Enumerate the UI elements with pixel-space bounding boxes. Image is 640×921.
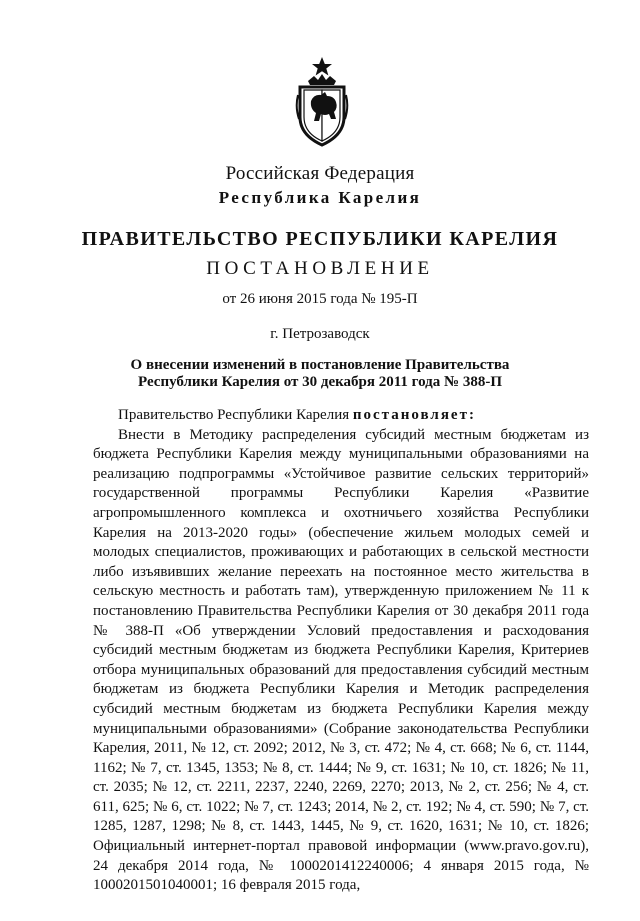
republic-name: Республика Карелия — [218, 188, 422, 207]
decree-intro — [93, 406, 589, 426]
decree-word: постановляет: — [352, 407, 476, 423]
country-name: Российская Федерация — [225, 163, 415, 184]
document-city: г. Петрозаводск — [270, 326, 370, 342]
government-name: ПРАВИТЕЛЬСТВО РЕСПУБЛИКИ КАРЕЛИЯ — [81, 228, 559, 250]
decree-intro-text: Правительство Республики Карелия — [118, 407, 353, 423]
document-title — [0, 357, 640, 391]
document-date-number: от 26 июня 2015 года № 195-П — [222, 291, 418, 307]
document-type: ПОСТАНОВЛЕНИЕ — [206, 258, 434, 279]
karelia-coat-of-arms-icon — [294, 55, 350, 147]
document-title-line-1: О внесении изменений в постановление Правительства — [130, 357, 510, 373]
document-title-line-2: Республики Карелия от 30 декабря 2011 года № 388-П — [137, 374, 503, 390]
document-body — [93, 406, 589, 921]
main-paragraph-container — [93, 426, 589, 921]
main-paragraph: Внести в Методику распределения субсидий местным бюджетам из бюджета Республики Карелия между муниципальными образованиями на реализацию подпрограммы «Устойчивое развитие сельских территорий» государственной программы Республики Карелия «Развитие агропромышленного комплекса и охотничьего хозяйства Республики Карелия на 2013-2020 годы» (обеспечение жильем молодых семей и молодых специалистов, проживающих и работающих в сельской местности либо изъявивших желание переехать на постоянное место жительства в сельскую местность и работать там), утвержденную приложением № 11 к постановлению Правительства Республики Карелия от 30 декабря 2011 года № 388-П «Об утверждении Условий предоставления и расходования субсидий местным бюджетам из бюджета Республики Карелия, Критериев отбора муниципальных образований для предоставления субсидий местным бюджетам из бюджета Республики Карелия и Методик распределения субсидий местным бюджетам из бюджета Республики Карелия между муниципальными образованиями» (Собрание законодательства Республики Карелия, 2011, № 12, ст. 2092; 2012, № 3, ст. 472; № 4, ст. 668; № 6, ст. 1144, 1162; № 7, ст. 1345, 1353; № 8, ст. 1444; № 9, ст. 1631; № 10, ст. 1826; № 11, ст. 2035; № 12, ст. 2211, 2237, 2240, 2269, 2270; 2013, № 2, ст. 256; № 4, ст. 611, 625; № 6, ст. 1022; № 7, ст. 1243; 2014, № 2, ст. 192; № 4, ст. 590; № 7, ст. 1285, 1287, 1298; № 8, ст. 1443, 1445, № 9, ст. 1620, 1631; № 10, ст. 1826; Официальный интернет-портал правовой информации (www.pravo.gov.ru), 24 декабря 2014 года, № 1000201412240006; 4 января 2015 года, № 1000201501040001; 16 февраля 2015 года, — [93, 426, 589, 894]
